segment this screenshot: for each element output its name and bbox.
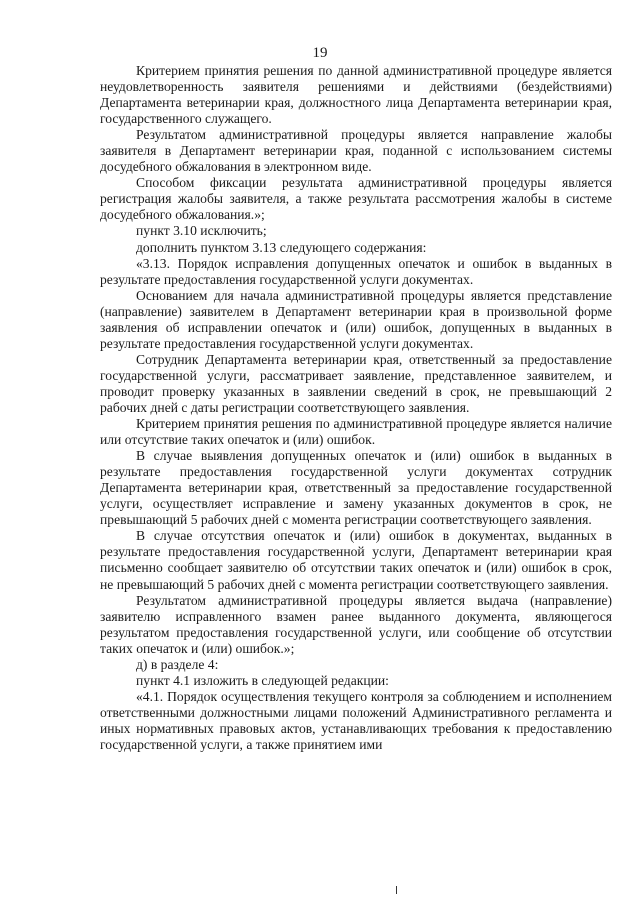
paragraph-3-13-heading: «3.13. Порядок исправления допущенных опечаток и ошибок в выданных в результате предоставления государственной услуги документах. bbox=[100, 255, 612, 287]
paragraph-fixation-method: Способом фиксации результата административной процедуры является регистрация жалобы заявителя, а также результата рассмотрения жалобы в системе досудебного обжалования.»; bbox=[100, 175, 612, 223]
paragraph-exclude-3-10: пункт 3.10 исключить; bbox=[136, 223, 267, 239]
paragraph-basis-for-procedure: Основанием для начала административной процедуры является представление (направление) заявителем в Департамент ветеринарии края в произвольной форме заявления об исправлении опечаток и (или) ошибок, допущенных в выданных в результате предоставления государственной услуги документах. bbox=[100, 287, 612, 351]
paragraph-employee-review: Сотрудник Департамента ветеринарии края, ответственный за предоставление государственной услуги, рассматривает заявление, представленное заявителем, и проводит проверку указанных в заявлении сведений в срок, не превышающий 2 рабочих дней с даты регистрации соответствующего заявления. bbox=[100, 351, 612, 415]
paragraph-criterion-complaint: Критерием принятия решения по данной административной процедуре является неудовлетворенность заявителя решениями и действиями (бездействиями) Департамента ветеринарии края, должностного лица Департамента ветеринарии края, государственного служащего. bbox=[100, 63, 612, 127]
paragraph-decision-criterion: Критерием принятия решения по административной процедуре является наличие или отсутствие таких опечаток и (или) ошибок. bbox=[100, 416, 612, 448]
paragraph-4-1-text: «4.1. Порядок осуществления текущего контроля за соблюдением и исполнением ответственными должностными лицами положений Административного регламента и иных нормативных правовых актов, устанавливающих требования к предоставлению государственной услуги, а также принятием ими bbox=[100, 688, 612, 752]
paragraph-restate-4-1: пункт 4.1 изложить в следующей редакции: bbox=[136, 672, 389, 688]
paragraph-add-3-13: дополнить пунктом 3.13 следующего содержания: bbox=[136, 239, 427, 255]
paragraph-section-4: д) в разделе 4: bbox=[136, 656, 219, 672]
paragraph-errors-found: В случае выявления допущенных опечаток и (или) ошибок в выданных в результате предоставления государственной услуги документах сотрудник Департамента ветеринарии края, ответственный за предоставление государственной услуги, осуществляет исправление и замену указанных документов в срок, не превышающий 5 рабочих дней с момента регистрации соответствующего заявления. bbox=[100, 448, 612, 528]
bottom-scan-mark bbox=[396, 886, 397, 894]
paragraph-no-errors: В случае отсутствия опечаток и (или) ошибок в документах, выданных в результате предоставления государственной услуги, Департамент ветеринарии края письменно сообщает заявителю об отсутствии таких опечаток и (или) ошибок в срок, не превышающий 5 рабочих дней с момента регистрации соответствующего заявления. bbox=[100, 528, 612, 592]
paragraph-result-complaint: Результатом административной процедуры является направление жалобы заявителя в Департамент ветеринарии края, поданной с использованием системы досудебного обжалования в электронном виде. bbox=[100, 127, 612, 175]
page-number: 19 bbox=[312, 45, 328, 61]
document-body bbox=[100, 63, 612, 753]
paragraph-procedure-result: Результатом административной процедуры является выдача (направление) заявителю исправленного взамен ранее выданного документа, являющегося результатом предоставления государственной услуги, или сообщение об отсутствии таких опечаток и (или) ошибок.»; bbox=[100, 592, 612, 656]
